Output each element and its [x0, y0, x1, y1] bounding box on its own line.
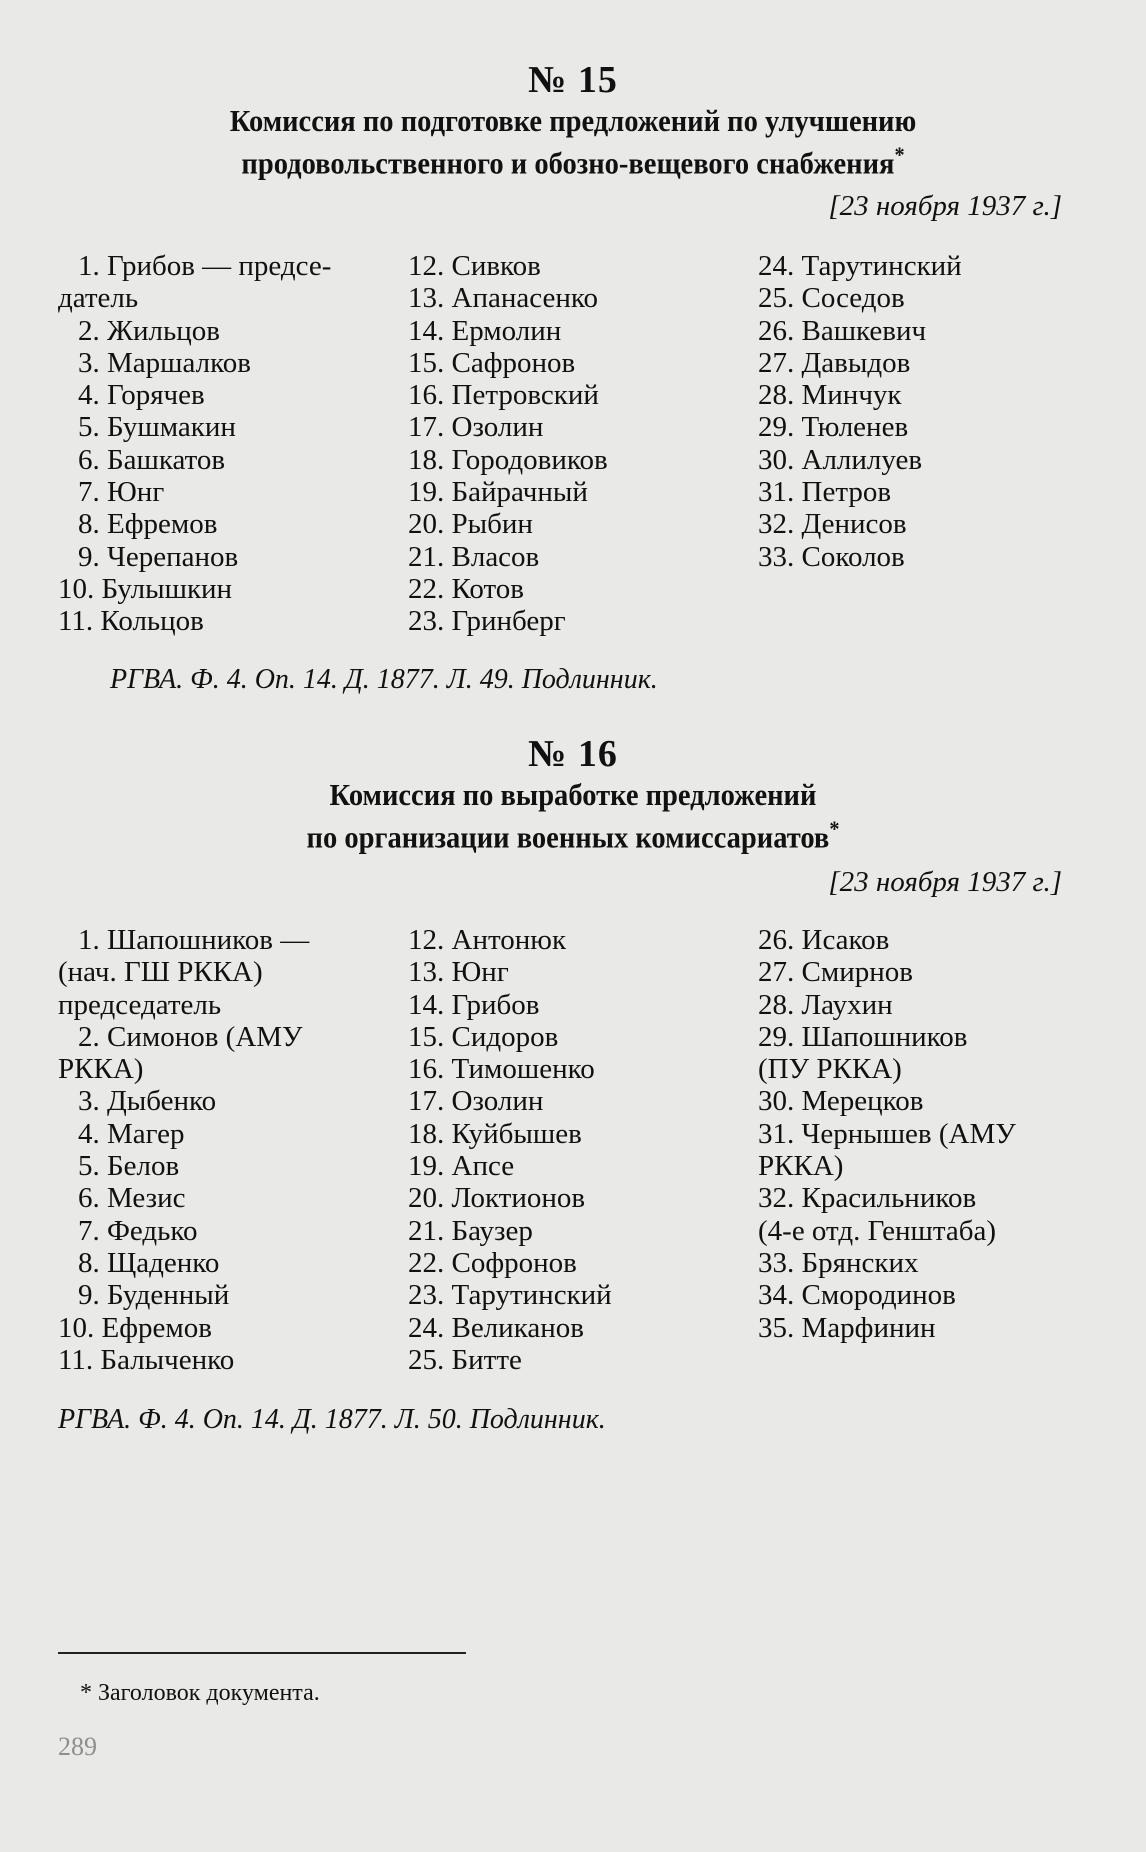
list-item: 26. Исаков: [758, 924, 890, 956]
list-item: 26. Вашкевич: [758, 314, 927, 347]
list-item: 3. Маршалков: [78, 346, 251, 379]
list-item: 3. Дыбенко: [78, 1085, 217, 1118]
list-item: 19. Байрачный: [408, 476, 588, 509]
doc-16-title-footnote-mark: *: [829, 816, 840, 841]
list-item: 31. Чернышев (АМУ: [758, 1117, 1016, 1150]
doc-15-date: [23 ноября 1937 г.]: [828, 190, 1062, 222]
list-item: 25. Соседов: [758, 282, 905, 315]
doc-15-column-2: [408, 250, 608, 638]
list-item: РККА): [58, 1053, 144, 1086]
list-item: 23. Гринберг: [408, 605, 566, 638]
list-item: 11. Кольцов: [58, 605, 204, 638]
footnote: * Заголовок документа.: [80, 1680, 320, 1706]
doc-15-title-line2-wrap: [46, 138, 1100, 180]
doc-16-column-2: [408, 924, 612, 1376]
doc-16-title-line2-wrap: [46, 812, 1100, 854]
list-item: 1. Шапошников —: [78, 924, 310, 956]
list-item: 29. Тюленев: [758, 411, 909, 444]
list-item: 9. Буденный: [78, 1279, 230, 1312]
list-item: 15. Сафронов: [408, 346, 576, 379]
list-item: 25. Битте: [408, 1343, 522, 1376]
footnote-rule: [58, 1652, 466, 1654]
doc-15-column-3: [758, 250, 962, 573]
doc-16-title-line2: по организации военных комиссариатов: [306, 819, 830, 855]
list-item: 11. Балыченко: [58, 1343, 235, 1376]
list-item: председатель: [58, 988, 222, 1021]
doc-15-number: № 15: [528, 59, 618, 101]
list-item: 4. Горячев: [78, 379, 205, 412]
list-item: 5. Бушмакин: [78, 411, 236, 444]
list-item: датель: [58, 282, 139, 315]
list-item: 30. Мерецков: [758, 1085, 924, 1118]
list-item: 22. Котов: [408, 572, 524, 605]
doc-16-number: № 16: [528, 733, 618, 775]
list-item: 35. Марфинин: [758, 1311, 936, 1344]
list-item: 1. Грибов — предсе-: [78, 250, 332, 282]
list-item: 8. Ефремов: [78, 508, 218, 541]
list-item: 14. Ермолин: [408, 314, 562, 347]
list-item: 24. Тарутинский: [758, 250, 962, 282]
list-item: 28. Минчук: [758, 379, 902, 412]
list-item: 14. Грибов: [408, 988, 540, 1021]
doc-16-column-3: [758, 924, 1016, 1344]
doc-15-title-footnote-mark: *: [894, 142, 905, 167]
doc-15-title: [46, 104, 1100, 180]
list-item: 24. Великанов: [408, 1311, 584, 1344]
list-item: 7. Федько: [78, 1214, 198, 1247]
list-item: 20. Рыбин: [408, 508, 533, 541]
list-item: 8. Щаденко: [78, 1246, 220, 1279]
doc-15-column-1: [58, 250, 331, 638]
doc-15-title-line1: Комиссия по подготовке предложений по улучшению: [229, 103, 917, 138]
list-item: 17. Озолин: [408, 1085, 544, 1118]
list-item: 18. Городовиков: [408, 443, 608, 476]
list-item: 13. Юнг: [408, 956, 509, 989]
list-item: РККА): [758, 1150, 844, 1183]
list-item: 2. Симонов (АМУ: [78, 1020, 303, 1053]
list-item: 10. Ефремов: [58, 1311, 212, 1344]
list-item: 2. Жильцов: [78, 314, 220, 347]
list-item: 12. Сивков: [408, 250, 541, 282]
list-item: 12. Антонюк: [408, 924, 567, 956]
list-item: 29. Шапошников: [758, 1020, 968, 1053]
list-item: 28. Лаухин: [758, 988, 893, 1021]
list-item: 19. Апсе: [408, 1150, 515, 1183]
list-item: 32. Денисов: [758, 508, 907, 541]
list-item: 15. Сидоров: [408, 1020, 559, 1053]
list-item: 30. Аллилуев: [758, 443, 923, 476]
doc-16-column-1: [58, 924, 309, 1376]
list-item: 23. Тарутинский: [408, 1279, 612, 1312]
list-item: 27. Давыдов: [758, 346, 911, 379]
list-item: 20. Локтионов: [408, 1182, 586, 1215]
page-number: 289: [58, 1732, 97, 1761]
list-item: 6. Мезис: [78, 1182, 186, 1215]
list-item: (4-е отд. Генштаба): [758, 1214, 997, 1247]
list-item: (ПУ РККА): [758, 1053, 902, 1086]
doc-15-title-line2: продовольственного и обозно-вещевого снабжения: [241, 145, 895, 181]
list-item: 7. Юнг: [78, 476, 165, 509]
list-item: 31. Петров: [758, 476, 892, 509]
doc-16-source: РГВА. Ф. 4. Оп. 14. Д. 1877. Л. 50. Подлинник.: [58, 1404, 606, 1435]
list-item: 16. Петровский: [408, 379, 599, 412]
list-item: 21. Баузер: [408, 1214, 533, 1247]
list-item: 22. Софронов: [408, 1246, 577, 1279]
doc-16-title: [46, 778, 1100, 854]
list-item: 21. Власов: [408, 540, 540, 573]
list-item: 33. Соколов: [758, 540, 905, 573]
doc-16-title-line1: Комиссия по выработке предложений: [329, 777, 817, 812]
doc-15-source: РГВА. Ф. 4. Оп. 14. Д. 1877. Л. 49. Подлинник.: [110, 664, 658, 695]
list-item: 5. Белов: [78, 1150, 180, 1183]
list-item: 33. Брянских: [758, 1246, 919, 1279]
list-item: 34. Смородинов: [758, 1279, 956, 1312]
list-item: 17. Озолин: [408, 411, 544, 444]
list-item: 18. Куйбышев: [408, 1117, 582, 1150]
list-item: 9. Черепанов: [78, 540, 239, 573]
list-item: (нач. ГШ РККА): [58, 956, 263, 989]
list-item: 10. Булышкин: [58, 572, 233, 605]
list-item: 16. Тимошенко: [408, 1053, 595, 1086]
list-item: 13. Апанасенко: [408, 282, 598, 315]
list-item: 32. Красильников: [758, 1182, 977, 1215]
list-item: 4. Магер: [78, 1117, 185, 1150]
doc-16-date: [23 ноября 1937 г.]: [828, 866, 1062, 898]
list-item: 27. Смирнов: [758, 956, 913, 989]
list-item: 6. Башкатов: [78, 443, 226, 476]
